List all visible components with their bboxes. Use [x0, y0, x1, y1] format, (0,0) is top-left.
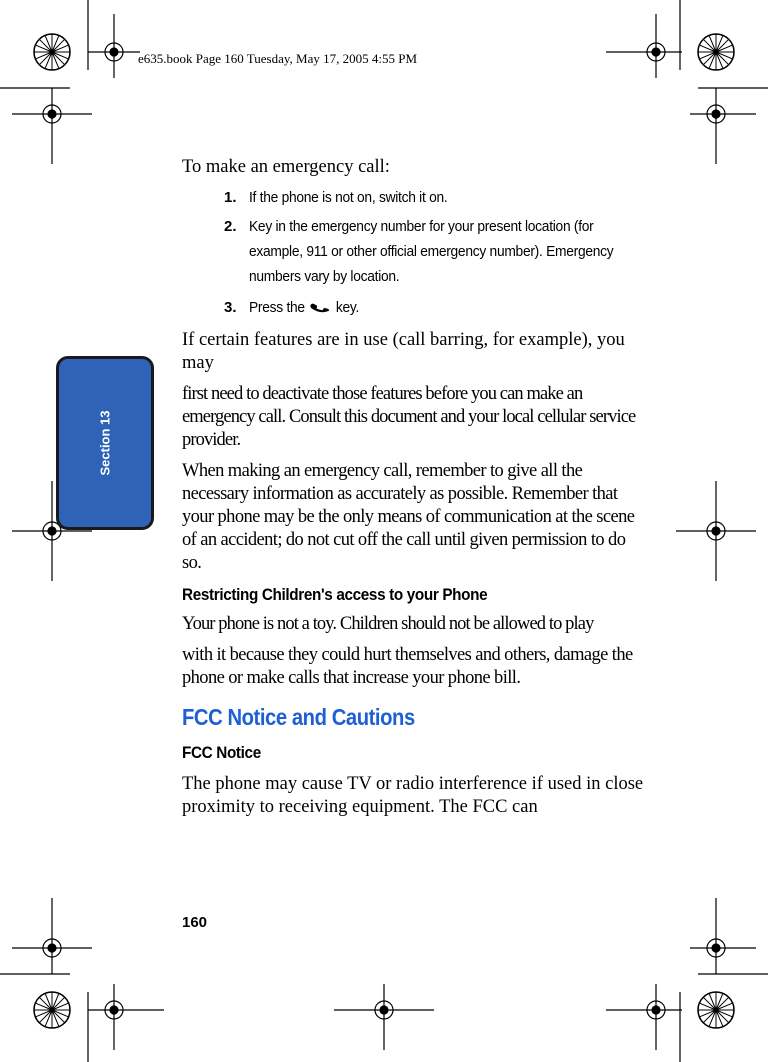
fcc-notice-subheading: FCC Notice [182, 743, 261, 762]
toy-paragraph-1: Your phone is not a toy. Children should not be allowed to play [182, 614, 594, 634]
intro-text: To make an emergency call: [182, 157, 390, 177]
step-number: 2. [224, 218, 237, 235]
step-text-after: key. [335, 299, 360, 316]
children-subheading: Restricting Children's access to your Phone [182, 585, 488, 604]
print-header: e635.book Page 160 Tuesday, May 17, 2005 4:55 PM [138, 51, 418, 66]
step-number: 1. [224, 189, 237, 206]
emergency-steps [182, 185, 644, 327]
page-number: 160 [182, 914, 208, 931]
features-paragraph-1: If certain features are in use (call barring, for example), you may [182, 330, 625, 373]
fcc-section-title: FCC Notice and Cautions [182, 704, 415, 730]
step-text-before: Press the [249, 299, 305, 316]
page-content [182, 156, 644, 819]
section-tab [56, 356, 154, 530]
step-number: 3. [224, 299, 237, 316]
features-paragraph-2: first need to deactivate those features before you can make an emergency call. Consult this document and your local cellular service provider. [182, 384, 636, 450]
section-label: Section 13 [97, 410, 113, 476]
step-text: If the phone is not on, switch it on. [249, 189, 448, 206]
info-paragraph: When making an emergency call, remember to give all the necessary information as accurately as possible. Remember that your phone may be the only means of communication at the scene of an accident; do not cut off the call until given permission to do so. [182, 461, 635, 573]
list-item [182, 295, 644, 327]
step-text [249, 295, 645, 320]
toy-paragraph-2: with it because they could hurt themselves and others, damage the phone or make calls that increase your phone bill. [182, 645, 633, 688]
fcc-paragraph: The phone may cause TV or radio interference if used in close proximity to receiving equipment. The FCC can [182, 774, 644, 817]
send-key-icon [308, 299, 332, 315]
list-item [182, 185, 644, 214]
step-text: Key in the emergency number for your present location (for example, 911 or other official emergency number). Emergency numbers vary by location. [249, 218, 614, 285]
list-item [182, 214, 644, 295]
